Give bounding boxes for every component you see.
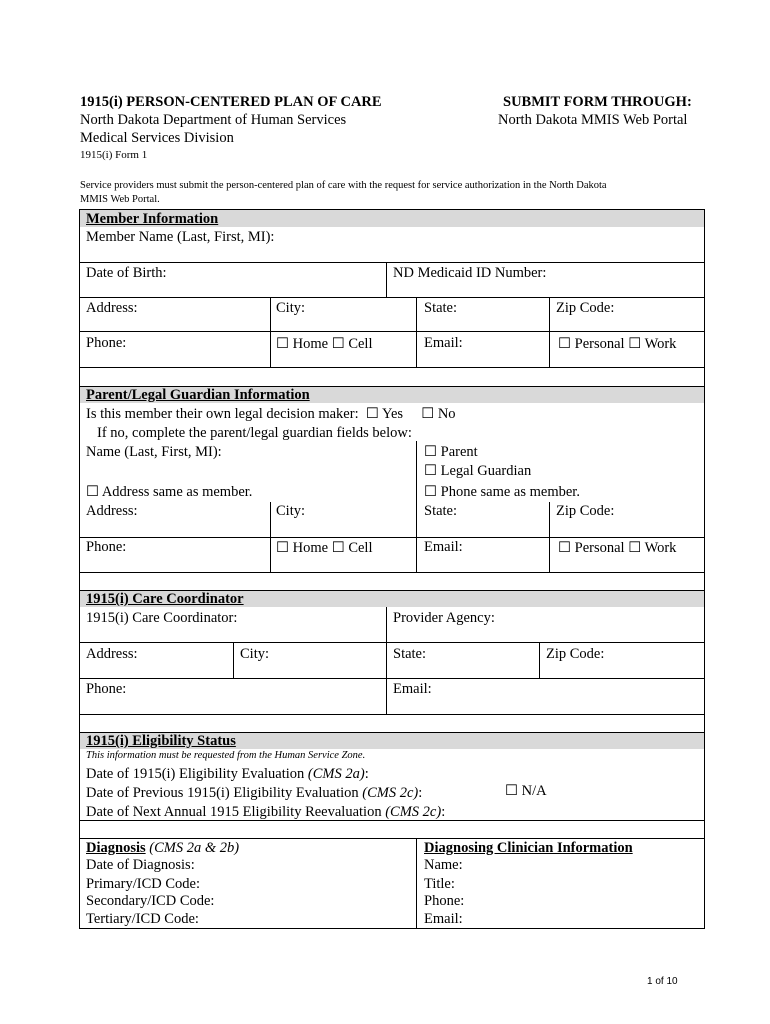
submit-target: North Dakota MMIS Web Portal bbox=[498, 112, 688, 128]
guardian-personal-checkbox[interactable]: ☐ bbox=[558, 540, 571, 556]
legal-guardian-checkbox[interactable]: ☐ bbox=[424, 463, 437, 479]
yes-label: Yes bbox=[381, 406, 404, 422]
previous-eval-date: Date of Previous 1915(i) Eligibility Evaluation (CMS 2c): bbox=[86, 785, 423, 801]
guardian-work-label: Work bbox=[644, 540, 677, 556]
intro-text: Service providers must submit the person-centered plan of care with the request for service authorization in the North Dakota bbox=[80, 180, 607, 191]
cell-label: Cell bbox=[348, 336, 373, 352]
phone-same-option bbox=[424, 484, 580, 501]
submit-title: SUBMIT FORM THROUGH: bbox=[503, 94, 692, 110]
phone-type-options bbox=[276, 336, 372, 353]
guardian-email-type-options bbox=[558, 540, 676, 557]
eligibility-eval-date: Date of 1915(i) Eligibility Evaluation (CMS 2a): bbox=[86, 766, 369, 782]
guardian-address-label: Address: bbox=[86, 503, 138, 519]
email-label: Email: bbox=[424, 335, 463, 351]
na-option bbox=[505, 783, 547, 800]
na-label: N/A bbox=[521, 783, 547, 799]
guardian-phone-type-options bbox=[276, 540, 372, 557]
provider-agency-label: Provider Agency: bbox=[393, 610, 495, 626]
phone-same-label: Phone same as member. bbox=[440, 484, 580, 500]
clinician-name-label: Name: bbox=[424, 857, 463, 873]
guardian-home-checkbox[interactable]: ☐ bbox=[276, 540, 289, 556]
coordinator-name-label: 1915(i) Care Coordinator: bbox=[86, 610, 238, 626]
form-number: 1915(i) Form 1 bbox=[80, 149, 148, 161]
clinician-heading: Diagnosing Clinician Information bbox=[424, 840, 633, 856]
diagnosis-date-label: Date of Diagnosis: bbox=[86, 857, 195, 873]
guardian-city-label: City: bbox=[276, 503, 306, 519]
work-label: Work bbox=[644, 336, 677, 352]
page-number: 1 of 10 bbox=[647, 976, 678, 987]
coordinator-state-label: State: bbox=[393, 646, 427, 662]
clinician-title-label: Title: bbox=[424, 876, 455, 892]
primary-icd-label: Primary/ICD Code: bbox=[86, 876, 200, 892]
parent-checkbox[interactable]: ☐ bbox=[424, 444, 437, 460]
cell-checkbox[interactable]: ☐ bbox=[331, 336, 345, 352]
clinician-phone-label: Phone: bbox=[424, 893, 465, 909]
guardian-cell-checkbox[interactable]: ☐ bbox=[331, 540, 345, 556]
department: North Dakota Department of Human Services bbox=[80, 112, 347, 128]
parent-label: Parent bbox=[440, 444, 478, 460]
phone-label: Phone: bbox=[86, 335, 127, 351]
address-same-option bbox=[86, 484, 252, 501]
parent-option bbox=[424, 444, 478, 461]
coordinator-section-heading: 1915(i) Care Coordinator bbox=[86, 591, 244, 607]
decision-maker-question bbox=[86, 406, 456, 423]
coordinator-zip-label: Zip Code: bbox=[546, 646, 605, 662]
secondary-icd-label: Secondary/ICD Code: bbox=[86, 893, 215, 909]
coordinator-city-label: City: bbox=[240, 646, 270, 662]
state-label: State: bbox=[424, 300, 458, 316]
personal-label: Personal bbox=[574, 336, 625, 352]
guardian-state-label: State: bbox=[424, 503, 458, 519]
tertiary-icd-label: Tertiary/ICD Code: bbox=[86, 911, 199, 927]
member-name-label: Member Name (Last, First, MI): bbox=[86, 229, 275, 245]
guardian-name-label: Name (Last, First, MI): bbox=[86, 444, 222, 460]
eligibility-note: This information must be requested from the Human Service Zone. bbox=[86, 750, 366, 761]
eligibility-section-heading: 1915(i) Eligibility Status bbox=[86, 733, 236, 749]
guardian-work-checkbox[interactable]: ☐ bbox=[628, 540, 642, 556]
personal-checkbox[interactable]: ☐ bbox=[558, 336, 571, 352]
no-label: No bbox=[437, 406, 456, 422]
guardian-section-heading: Parent/Legal Guardian Information bbox=[86, 387, 310, 403]
guardian-phone-label: Phone: bbox=[86, 539, 127, 555]
coordinator-address-label: Address: bbox=[86, 646, 138, 662]
clinician-email-label: Email: bbox=[424, 911, 463, 927]
phone-same-checkbox[interactable]: ☐ bbox=[424, 484, 437, 500]
coordinator-phone-label: Phone: bbox=[86, 681, 127, 697]
division: Medical Services Division bbox=[80, 130, 234, 146]
guardian-cell-label: Cell bbox=[348, 540, 373, 556]
medicaid-id-label: ND Medicaid ID Number: bbox=[393, 265, 547, 281]
member-section-heading: Member Information bbox=[86, 211, 219, 227]
home-label: Home bbox=[292, 336, 329, 352]
address-label: Address: bbox=[86, 300, 138, 316]
na-checkbox[interactable]: ☐ bbox=[505, 783, 518, 799]
legal-guardian-option bbox=[424, 463, 531, 480]
yes-checkbox[interactable]: ☐ bbox=[365, 406, 379, 422]
email-type-options bbox=[558, 336, 676, 353]
guardian-personal-label: Personal bbox=[574, 540, 625, 556]
address-same-checkbox[interactable]: ☐ bbox=[86, 484, 99, 500]
zip-label: Zip Code: bbox=[556, 300, 615, 316]
no-checkbox[interactable]: ☐ bbox=[421, 406, 435, 422]
form-table bbox=[79, 209, 705, 929]
next-reeval-date: Date of Next Annual 1915 Eligibility Reevaluation (CMS 2c): bbox=[86, 804, 446, 820]
address-same-label: Address same as member. bbox=[101, 484, 253, 500]
home-checkbox[interactable]: ☐ bbox=[276, 336, 289, 352]
dob-label: Date of Birth: bbox=[86, 265, 167, 281]
diagnosis-heading: Diagnosis (CMS 2a & 2b) bbox=[86, 840, 240, 856]
legal-guardian-label: Legal Guardian bbox=[440, 463, 532, 479]
decision-maker-label: Is this member their own legal decision maker: bbox=[86, 406, 359, 422]
coordinator-email-label: Email: bbox=[393, 681, 432, 697]
guardian-zip-label: Zip Code: bbox=[556, 503, 615, 519]
form-title: 1915(i) PERSON-CENTERED PLAN OF CARE bbox=[80, 94, 382, 110]
guardian-instruction: If no, complete the parent/legal guardian fields below: bbox=[97, 425, 412, 441]
guardian-email-label: Email: bbox=[424, 539, 463, 555]
city-label: City: bbox=[276, 300, 306, 316]
work-checkbox[interactable]: ☐ bbox=[628, 336, 642, 352]
guardian-home-label: Home bbox=[292, 540, 329, 556]
intro-text-2: MMIS Web Portal. bbox=[80, 194, 160, 205]
